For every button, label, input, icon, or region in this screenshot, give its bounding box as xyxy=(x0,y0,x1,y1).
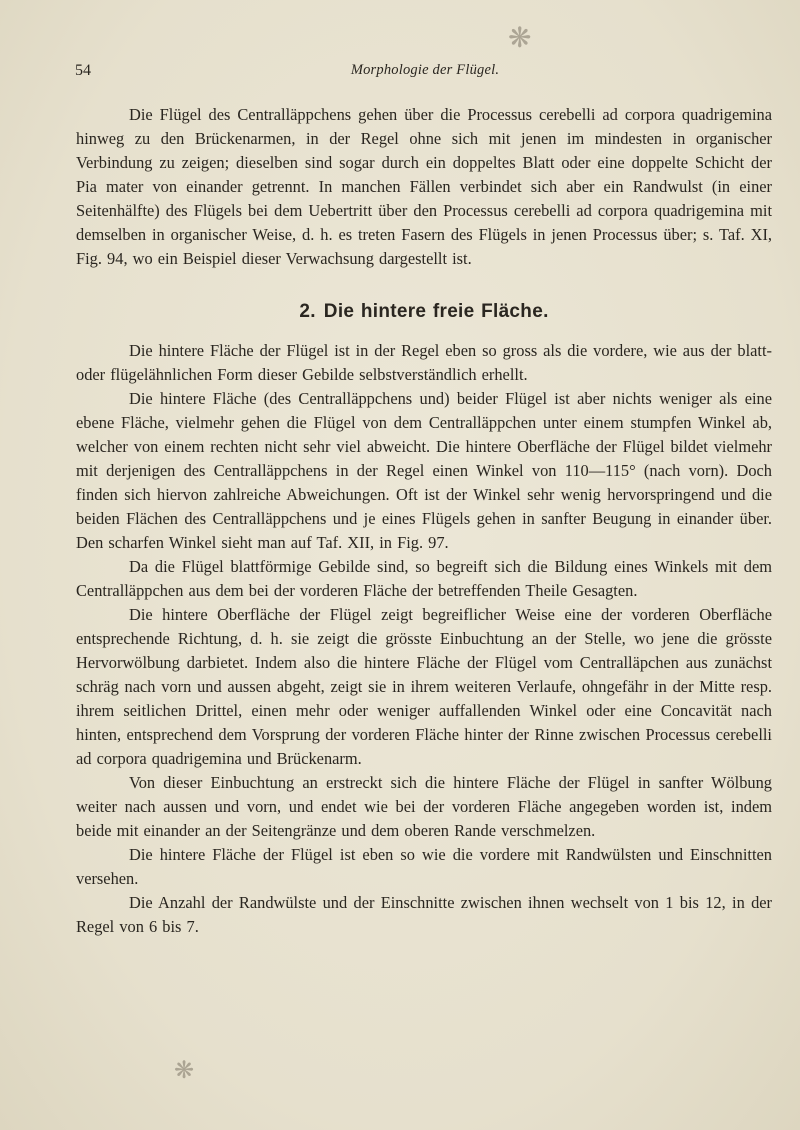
running-title: Morphologie der Flügel. xyxy=(350,62,500,78)
page-number: 54 xyxy=(75,62,91,79)
paragraph: Die Flügel des Centralläppchens gehen über die Processus cerebelli ad corpora quadrigemina hinweg zu den Brückenarmen, in der Regel ohne sich mit jenen im mindesten in organischer Verbindung zu zeigen; dieselben sind sogar durch ein doppeltes Blatt oder eine doppelte Schicht der Pia mater von einander getrennt. In manchen Fällen verbindet sich aber ein Randwulst (in einer Seitenhälfte) des Flügels bei dem Uebertritt über den Processus cerebelli ad corpora quadrigemina mit demselben in organischer Weise, d. h. es treten Fasern des Flügels in jenen Processus über; s. Taf. XI, Fig. 94, wo ein Beispiel dieser Verwachsung dargestellt ist. xyxy=(76,105,772,268)
ink-blot-top-icon: ❋ xyxy=(508,21,532,54)
section-heading xyxy=(76,298,772,326)
section-number: 2. xyxy=(299,301,316,322)
page-header xyxy=(75,62,775,86)
paragraph: Von dieser Einbuchtung an erstreckt sich die hintere Fläche der Flügel in sanfter Wölbung weiter nach aussen und vorn, und endet wie bei der vorderen Fläche angegeben worden ist, indem beide mit einander an der Seitengränze und dem oberen Rande verschmelzen. xyxy=(76,773,772,840)
paragraph: Die hintere Fläche der Flügel ist eben so wie die vordere mit Randwülsten und Einschnitten versehen. xyxy=(76,845,772,888)
paragraph: Die Anzahl der Randwülste und der Einschnitte zwischen ihnen wechselt von 1 bis 12, in der Regel von 6 bis 7. xyxy=(76,893,772,936)
section-title: Die hintere freie Fläche. xyxy=(323,301,549,322)
paragraph: Die hintere Fläche (des Centralläppchens und) beider Flügel ist aber nichts weniger als eine ebene Fläche, vielmehr gehen die Flügel von dem Centralläppchen unter einem stumpfen Winkel ab, welcher von einem rechten nicht sehr viel abweicht. Die hintere Oberfläche der Flügel bildet vielmehr mit derjenigen des Centralläppchens in der Regel einen Winkel von 110—115° (nach vorn). Doch finden sich hiervon zahlreiche Abweichungen. Oft ist der Winkel sehr wenig hervorspringend und die beiden Flächen des Centralläppchens und je eines Flügels gehen in sanfter Beugung in einander über. Den scharfen Winkel sieht man auf Taf. XII, in Fig. 97. xyxy=(76,389,772,552)
paragraph: Da die Flügel blattförmige Gebilde sind, so begreift sich die Bildung eines Winkels mit dem Centralläppchen aus dem bei der vorderen Fläche der betreffenden Theile Gesagten. xyxy=(76,557,772,600)
ink-blot-bottom-icon: ❋ xyxy=(174,1056,195,1084)
paragraph: Die hintere Fläche der Flügel ist in der Regel eben so gross als die vordere, wie aus der blatt- oder flügelähnlichen Form dieser Gebilde selbstverständlich erhellt. xyxy=(76,341,772,384)
paragraph: Die hintere Oberfläche der Flügel zeigt begreiflicher Weise eine der vorderen Oberfläche entsprechende Richtung, d. h. sie zeigt die grösste Einbuchtung an der Stelle, wo jene die grösste Hervorwölbung darbietet. Indem also die hintere Fläche der Flügel vom Centralläpchen aus zunächst schräg nach vorn und aussen abgeht, zeigt sie in ihrem weiteren Verlaufe, ohngefähr in der Mitte resp. ihrem seitlichen Drittel, einen mehr oder weniger auffallenden Winkel oder eine Concavität nach hinten, entsprechend dem Vorsprung der vorderen Fläche hinter der Rinne zwischen Processus cerebelli ad corpora quadrigemina und Brückenarm. xyxy=(76,605,772,768)
body-text xyxy=(76,103,772,939)
